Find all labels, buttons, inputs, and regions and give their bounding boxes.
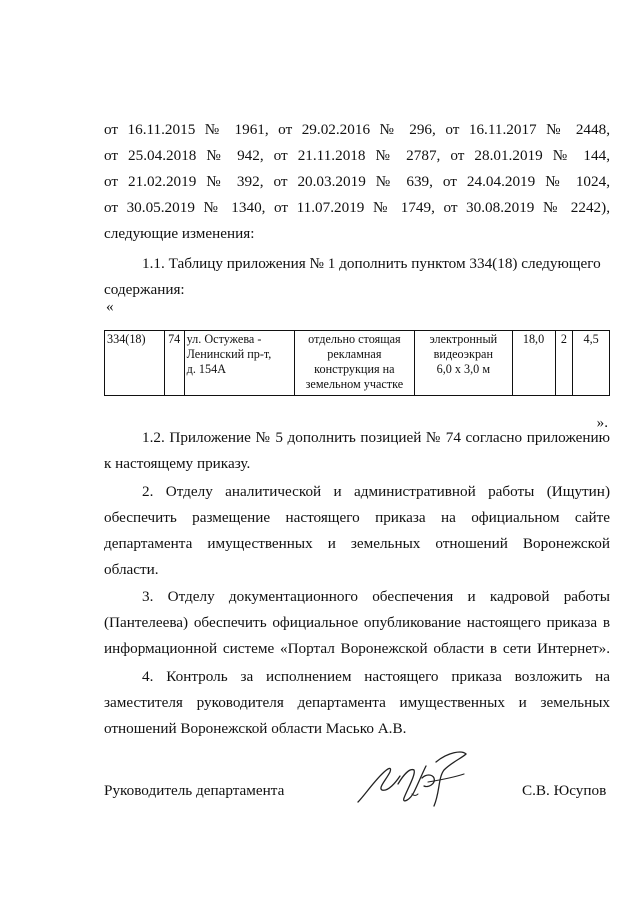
intro-paragraph	[104, 117, 610, 247]
paragraph-1-2	[104, 425, 610, 477]
cell-type	[294, 331, 414, 396]
cell-text: 4,5	[583, 332, 599, 346]
paragraph-2	[104, 479, 610, 583]
cell-text: 74	[168, 332, 181, 346]
paragraph-line: содержания:	[104, 281, 185, 298]
paragraph-1-1	[104, 251, 610, 303]
paragraph-line: заместителя руководителя департамента имущественных и земельных	[104, 694, 610, 711]
cell-text: рекламная	[327, 347, 382, 361]
appendix-table	[104, 330, 610, 396]
paragraph-4	[104, 664, 610, 742]
cell-text: отдельно стоящая	[308, 332, 401, 346]
intro-line: от 25.04.2018 № 942, от 21.11.2018 № 2787, от 28.01.2019 № 144,	[104, 147, 610, 164]
cell-position	[164, 331, 184, 396]
cell-text: д. 154А	[186, 362, 227, 376]
paragraph-line: к настоящему приказу.	[104, 455, 251, 472]
cell-text: земельном участке	[305, 377, 404, 391]
intro-line: от 16.11.2015 № 1961, от 29.02.2016 № 296, от 16.11.2017 № 2448,	[104, 121, 610, 138]
cell-total	[573, 331, 610, 396]
cell-text: конструкция на	[314, 362, 395, 376]
cell-text: 6,0 х 3,0 м	[436, 362, 491, 376]
cell-kind	[415, 331, 512, 396]
paragraph-line: департамента имущественных и земельных отношений Воронежской	[104, 535, 610, 552]
paragraph-line: области.	[104, 561, 159, 578]
cell-text: электронный	[429, 332, 498, 346]
intro-line: от 21.02.2019 № 392, от 20.03.2019 № 639, от 24.04.2019 № 1024,	[104, 173, 610, 190]
intro-line: от 30.05.2019 № 1340, от 11.07.2019 № 1749, от 30.08.2019 № 2242),	[104, 199, 610, 216]
cell-address	[184, 331, 294, 396]
handwritten-signature	[352, 744, 472, 814]
paragraph-line: 2. Отделу аналитической и административной работы (Ищутин)	[142, 483, 610, 500]
paragraph-3	[104, 584, 610, 662]
cell-text: 334(18)	[107, 332, 146, 346]
cell-text: 18,0	[522, 332, 545, 346]
paragraph-line: информационной системе «Портал Воронежской области в сети Интернет».	[104, 640, 610, 657]
quote-close: ».	[596, 414, 608, 431]
cell-text: ул. Остужева -	[186, 332, 262, 346]
intro-line-last: следующие изменения:	[104, 225, 255, 242]
paragraph-line: 3. Отделу документационного обеспечения и кадровой работы	[142, 588, 610, 605]
paragraph-line: обеспечить размещение настоящего приказа на официальном сайте	[104, 509, 610, 526]
quote-open: «	[106, 298, 114, 315]
cell-text: Ленинский пр-т,	[186, 347, 272, 361]
signer-name: С.В. Юсупов	[522, 782, 607, 799]
cell-number	[105, 331, 165, 396]
paragraph-line: 1.2. Приложение № 5 дополнить позицией № 74 согласно приложению	[142, 429, 610, 446]
paragraph-line: 1.1. Таблицу приложения № 1 дополнить пунктом 334(18) следующего	[142, 255, 601, 272]
paragraph-line: (Пантелеева) обеспечить официальное опубликование настоящего приказа в	[104, 614, 610, 631]
cell-text: видеоэкран	[433, 347, 493, 361]
table-row	[105, 331, 610, 396]
paragraph-line: отношений Воронежской области Масько А.В.	[104, 720, 407, 737]
cell-area	[512, 331, 555, 396]
cell-text: 2	[560, 332, 567, 346]
cell-sides	[555, 331, 573, 396]
signer-title: Руководитель департамента	[104, 782, 285, 799]
paragraph-line: 4. Контроль за исполнением настоящего приказа возложить на	[142, 668, 610, 685]
